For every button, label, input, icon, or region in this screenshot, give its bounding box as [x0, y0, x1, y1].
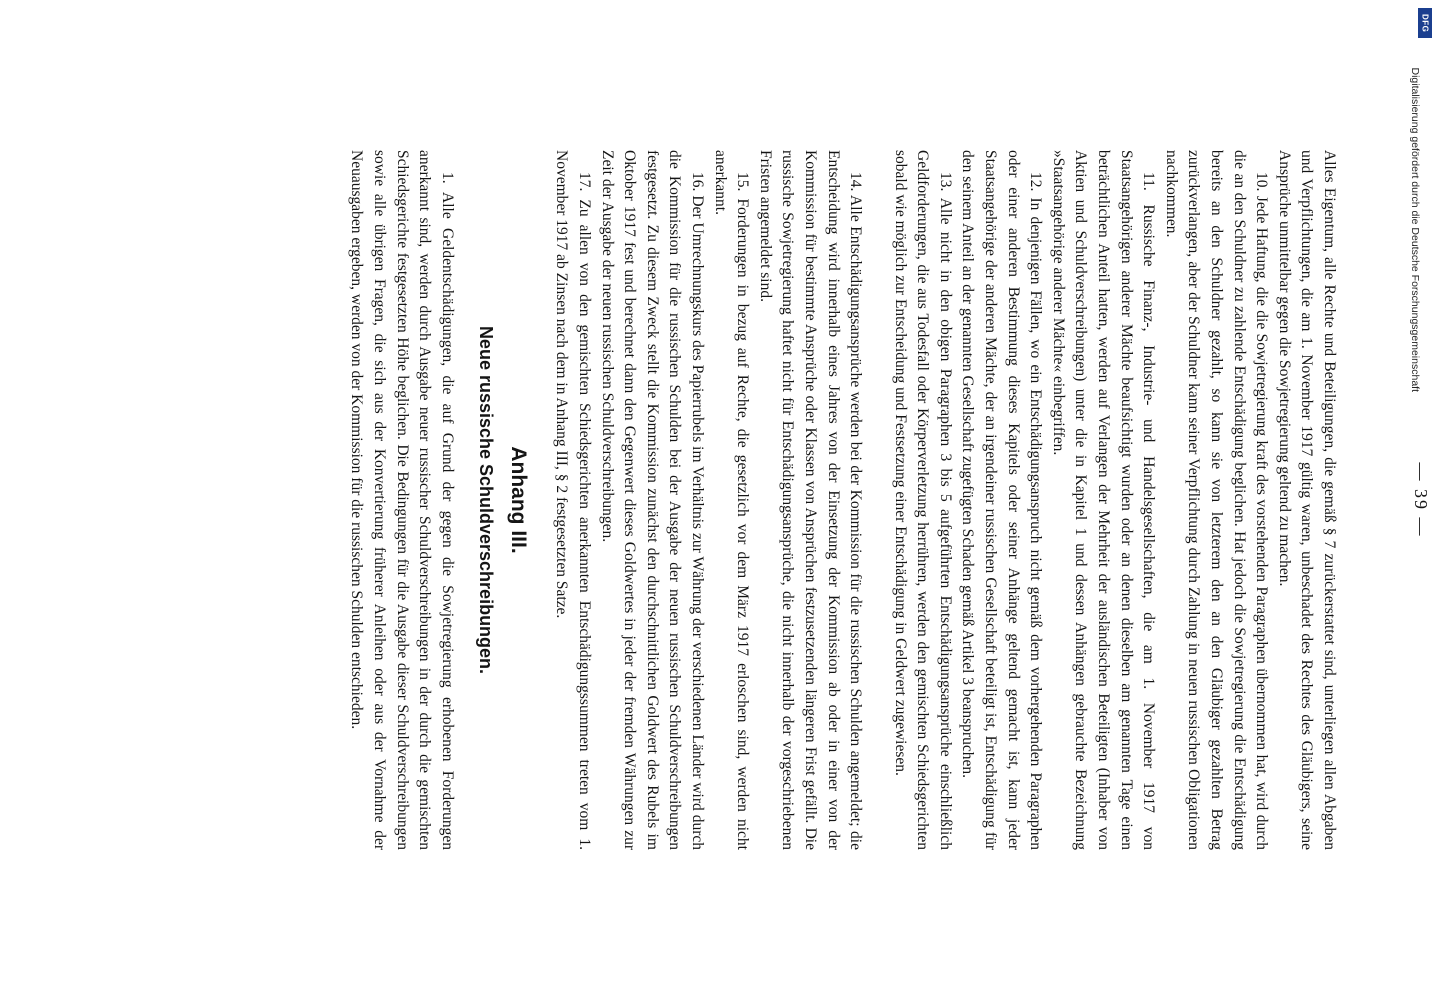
appendix-title: Anhang III. — [506, 446, 530, 554]
page-number: — 39 — — [1411, 462, 1431, 538]
paragraph-14: 14. Alle Entschädigungsansprüche werden bei der Kommission für die russischen Schulden angemeldet; die Entscheidung wird innerhalb eines Jahres von der Einsetzung der Kommission ab oder in einer von der Kommission für bestimmte Ansprüche oder Klassen von Ansprüchen festzusetzenden längeren Frist gefällt. Die russische Sowjetregierung haftet nicht für Entschädigungsansprüche, die nicht innerhalb der vorgeschriebenen Fristen angemeldet sind. — [756, 150, 865, 850]
paragraph-intro: Alles Eigentum, alle Rechte und Beteiligungen, die gemäß § 7 zurückerstattet sind, unterliegen allen Abgaben und Verpflichtungen, die am 1. November 1917 gültig waren, unbeschadet des Rechtes des Gläubigers, seine Ansprüche unmittelbar gegen die Sowjetregierung geltend zu machen. — [1275, 150, 1338, 850]
dfg-logo-badge: DFG — [1418, 8, 1432, 38]
funding-watermark — [1398, 8, 1432, 392]
watermark-text: Digitalisierung gefördert durch die Deutsche Forschungsgemeinschaft — [1409, 67, 1421, 392]
paragraph-16: 16. Der Umrechnungskurs des Papierrubels im Verhältnis zur Währung der verschiedenen Länder wird durch die Kommission für die russischen Schulden bei der Ausgabe der neuen russischen Schuldverschreibungen festgesetzt. Zu diesem Zweck stellt die Kommission zunächst den durchschnittlichen Goldwert des Rubels im Oktober 1917 fest und berechnet dann den Gegenwert dieses Goldwertes in jeder der fremden Währungen zur Zeit der Ausgabe der neuen russischen Schuldverschreibungen. — [598, 150, 706, 850]
paragraph-15: 15. Forderungen in bezug auf Rechte, die gesetzlich vor dem März 1917 erloschen sind, werden nicht anerkannt. — [711, 150, 752, 850]
paragraph-13: 13. Alle nicht in den obigen Paragraphen 3 bis 5 aufgeführten Entschädigungsansprüche einschließlich Geldforderungen, die aus Todesfall oder Körperverletzung herrühren, werden den gemischten Schiedsgerichten sobald wie möglich zur Entscheidung und Festsetzung einer Entschädigung in Geldwert zugewiesen. — [891, 150, 954, 850]
paragraph-10: 10. Jede Haftung, die die Sowjetregierung kraft des vorstehenden Paragraphen übernommen hat, wird durch die an den Schuldner zu zahlende Entschädigung beglichen. Hat jedoch die Sowjetregierung die Entschädigung bereits an den Schuldner gezahlt, so kann sie von letzterem den an den Gläubiger gezahlten Betrag zurückverlangen, aber der Schuldner kann seiner Verpflichtung durch Zahlung in neuen russischen Obligationen nachkommen. — [1162, 150, 1271, 850]
paragraph-11: 11. Russische Finanz-, Industrie- und Handelsgesellschaften, die am 1. November 1917 von Staatsangehörigen anderer Mächte beaufsichtigt wurden oder an denen dieselben am genannten Tage einen beträchtlichen Anteil hatten, werden auf Verlangen der Mehrheit der ausländischen Beteiligten (Inhaber von Aktien und Schuldverschreibungen) unter die in Kapitel 1 und dessen Anhängen gebrauchte Bezeichnung »Staatsangehörige anderer Mächte« einbegriffen. — [1049, 150, 1158, 850]
paragraph-12: 12. In denjenigen Fällen, wo ein Entschädigungsanspruch nicht gemäß dem vorhergehenden Paragraphen oder einer anderen Bestimmung dieses Kapitels oder seiner Anhänge geltend gemacht ist, kann jeder Staatsangehörige der anderen Mächte, der an irgendeiner russischen Gesellschaft beteiligt ist, Entschädigung für den seinem Anteil an der genannten Gesellschaft zugefügten Schaden gemäß Artikel 3 beanspruchen. — [959, 150, 1045, 850]
appendix-subtitle: Neue russische Schuldverschreibungen. — [475, 325, 496, 675]
appendix-paragraph-1: 1. Alle Geldentschädigungen, die auf Grund der gegen die Sowjetregierung erhobenen Forderungen anerkannt sind, werden durch Ausgabe neuer russischer Schuldverschreibungen in der durch die gemischten Schiedsgerichte festgesetzten Höhe beglichen. Die Bedingungen für die Ausgabe dieser Schuldverschreibungen sowie alle übrigen Fragen, die sich aus der Konvertierung früherer Anleihen oder aus der Vornahme der Neuausgaben ergeben, werden von der Kommission für die russischen Schulden entschieden. — [348, 150, 456, 850]
section-gap — [866, 150, 888, 850]
paragraph-17: 17. Zu allen von den gemischten Schiedsgerichten anerkannten Entschädigungssummen treten vom 1. November 1917 ab Zinsen nach dem in Anhang III, § 2 festgesetzten Satze. — [553, 150, 593, 850]
